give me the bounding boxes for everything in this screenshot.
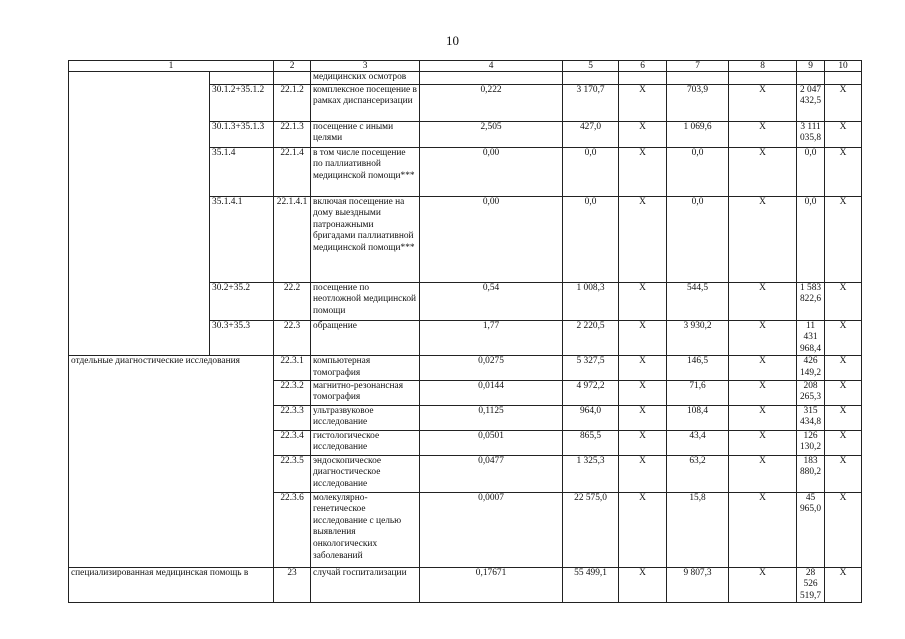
row-col10-cell: X [825, 405, 862, 430]
row-label-cell: молекулярно-генетическое исследование с целью выявления онкологических заболеваний [311, 492, 420, 567]
row-code-cell: 22.3.2 [274, 380, 311, 405]
row-col7-cell: 63,2 [667, 455, 729, 492]
row-code-cell: 22.1.4 [274, 147, 311, 196]
header-cell-1: 1 [69, 61, 274, 72]
header-cell-3: 3 [311, 61, 420, 72]
row-col5-cell: 55 499,1 [563, 567, 619, 603]
row-col8-cell: X [729, 405, 797, 430]
row-col7-cell: 43,4 [667, 430, 729, 455]
row-col7-cell: 15,8 [667, 492, 729, 567]
row-label-cell: компьютерная томография [311, 356, 420, 380]
row-ref-cell: 30.1.2+35.1.2 [210, 84, 274, 121]
row-col9-cell: 11 431 968,4 [797, 320, 825, 356]
row-col8-cell: X [729, 455, 797, 492]
row-col6-cell: X [619, 492, 667, 567]
row-col10-cell: X [825, 356, 862, 380]
row-col6-cell: X [619, 455, 667, 492]
row-col8-cell: X [729, 492, 797, 567]
row-col9-cell: 28 526 519,7 [797, 567, 825, 603]
row-col6-cell: X [619, 121, 667, 147]
row-category-cell: специализированная медицинская помощь в [69, 567, 274, 603]
row-col4-cell: 0,0007 [420, 492, 563, 567]
table-row [69, 356, 862, 380]
row-col6-cell: X [619, 380, 667, 405]
row-code-cell: 22.3.6 [274, 492, 311, 567]
row-col8-cell: X [729, 121, 797, 147]
row-col8-cell: X [729, 196, 797, 282]
row-col5-cell: 5 327,5 [563, 356, 619, 380]
row-col8-cell: X [729, 567, 797, 603]
row-col6-cell: X [619, 405, 667, 430]
header-cell-7: 7 [667, 61, 729, 72]
row-col8-cell: X [729, 147, 797, 196]
row-col10-cell: X [825, 380, 862, 405]
row-col5-cell: 0,0 [563, 147, 619, 196]
header-cell-8: 8 [729, 61, 797, 72]
row-label-cell: обращение [311, 320, 420, 356]
row-col5-cell: 964,0 [563, 405, 619, 430]
row-col5-cell: 4 972,2 [563, 380, 619, 405]
row-col4-cell: 0,1125 [420, 405, 563, 430]
table-row [69, 72, 862, 85]
row-col9-cell: 0,0 [797, 147, 825, 196]
row-col10-cell: X [825, 430, 862, 455]
row-col6-cell [619, 72, 667, 85]
row-col7-cell [667, 72, 729, 85]
row-col6-cell: X [619, 196, 667, 282]
row-col10-cell [825, 72, 862, 85]
row-col7-cell: 1 069,6 [667, 121, 729, 147]
row-col7-cell: 544,5 [667, 282, 729, 320]
row-label-cell: гистологическое исследование [311, 430, 420, 455]
row-col4-cell: 2,505 [420, 121, 563, 147]
row-col4-cell: 0,00 [420, 147, 563, 196]
row-label-cell: включая посещение на дому выездными патронажными бригадами паллиативной медицинской помощи*** [311, 196, 420, 282]
row-code-cell: 22.1.3 [274, 121, 311, 147]
row-col5-cell: 2 220,5 [563, 320, 619, 356]
row-col10-cell: X [825, 455, 862, 492]
row-col8-cell: X [729, 356, 797, 380]
row-col9-cell: 183 880,2 [797, 455, 825, 492]
row-col7-cell: 146,5 [667, 356, 729, 380]
row-col4-cell: 0,17671 [420, 567, 563, 603]
row-col7-cell: 0,0 [667, 147, 729, 196]
row-col7-cell: 703,9 [667, 84, 729, 121]
page-number: 10 [446, 33, 459, 48]
row-ref-cell: 35.1.4 [210, 147, 274, 196]
header-cell-2: 2 [274, 61, 311, 72]
row-col8-cell: X [729, 430, 797, 455]
row-col10-cell: X [825, 492, 862, 567]
row-col9-cell: 0,0 [797, 196, 825, 282]
row-ref-cell: 35.1.4.1 [210, 196, 274, 282]
row-ref-cell: 30.2+35.2 [210, 282, 274, 320]
row-label-cell: посещение с иными целями [311, 121, 420, 147]
row-col4-cell: 0,54 [420, 282, 563, 320]
row-code-cell: 22.3.5 [274, 455, 311, 492]
row-col9-cell: 1 583 822,6 [797, 282, 825, 320]
row-label-cell: случай госпитализации [311, 567, 420, 603]
row-label-cell: медицинских осмотров [311, 72, 420, 85]
row-col5-cell [563, 72, 619, 85]
row-col4-cell: 0,00 [420, 196, 563, 282]
row-code-cell: 22.1.2 [274, 84, 311, 121]
row-category-cell: отдельные диагностические исследования [69, 356, 274, 567]
row-label-cell: комплексное посещение в рамках диспансеризации [311, 84, 420, 121]
row-label-cell: посещение по неотложной медицинской помощи [311, 282, 420, 320]
row-col4-cell: 0,0144 [420, 380, 563, 405]
row-col10-cell: X [825, 147, 862, 196]
data-table [68, 60, 862, 603]
row-col10-cell: X [825, 320, 862, 356]
row-col9-cell: 208 265,3 [797, 380, 825, 405]
row-label-cell: ультразвуковое исследование [311, 405, 420, 430]
row-col4-cell: 0,222 [420, 84, 563, 121]
row-code-cell: 23 [274, 567, 311, 603]
row-col5-cell: 865,5 [563, 430, 619, 455]
row-label-cell: магнитно-резонансная томография [311, 380, 420, 405]
row-col6-cell: X [619, 430, 667, 455]
header-cell-6: 6 [619, 61, 667, 72]
row-col8-cell: X [729, 320, 797, 356]
header-row [69, 61, 862, 72]
row-col7-cell: 71,6 [667, 380, 729, 405]
row-col9-cell: 126 130,2 [797, 430, 825, 455]
row-code-cell: 22.2 [274, 282, 311, 320]
row-code-cell: 22.3 [274, 320, 311, 356]
row-col9-cell [797, 72, 825, 85]
table-row [69, 567, 862, 603]
row-col8-cell [729, 72, 797, 85]
row-col6-cell: X [619, 282, 667, 320]
row-col7-cell: 108,4 [667, 405, 729, 430]
row-col7-cell: 0,0 [667, 196, 729, 282]
row-col8-cell: X [729, 380, 797, 405]
header-cell-5: 5 [563, 61, 619, 72]
row-col9-cell: 45 965,0 [797, 492, 825, 567]
row-code-cell: 22.3.4 [274, 430, 311, 455]
row-col4-cell: 0,0501 [420, 430, 563, 455]
row-col10-cell: X [825, 196, 862, 282]
row-col5-cell: 3 170,7 [563, 84, 619, 121]
row-col10-cell: X [825, 567, 862, 603]
row-col5-cell: 427,0 [563, 121, 619, 147]
row-col7-cell: 9 807,3 [667, 567, 729, 603]
row-col9-cell: 315 434,8 [797, 405, 825, 430]
row-col6-cell: X [619, 147, 667, 196]
row-label-cell: эндоскопическое диагностическое исследование [311, 455, 420, 492]
row-col9-cell: 2 047 432,5 [797, 84, 825, 121]
row-col6-cell: X [619, 320, 667, 356]
row-col8-cell: X [729, 282, 797, 320]
header-cell-10: 10 [825, 61, 862, 72]
row-col10-cell: X [825, 84, 862, 121]
header-cell-9: 9 [797, 61, 825, 72]
row-col9-cell: 3 111 035,8 [797, 121, 825, 147]
row-group-cell [69, 72, 210, 356]
row-col5-cell: 0,0 [563, 196, 619, 282]
row-col4-cell: 1,77 [420, 320, 563, 356]
row-col4-cell: 0,0275 [420, 356, 563, 380]
row-ref-cell: 30.3+35.3 [210, 320, 274, 356]
row-label-cell: в том числе посещение по паллиативной медицинской помощи*** [311, 147, 420, 196]
row-col8-cell: X [729, 84, 797, 121]
row-col5-cell: 22 575,0 [563, 492, 619, 567]
row-ref-cell: 30.1.3+35.1.3 [210, 121, 274, 147]
row-col5-cell: 1 008,3 [563, 282, 619, 320]
row-col10-cell: X [825, 121, 862, 147]
row-code-cell: 22.3.3 [274, 405, 311, 430]
row-col6-cell: X [619, 356, 667, 380]
row-code-cell [274, 72, 311, 85]
header-cell-4: 4 [420, 61, 563, 72]
row-code-cell: 22.3.1 [274, 356, 311, 380]
row-col5-cell: 1 325,3 [563, 455, 619, 492]
row-col9-cell: 426 149,2 [797, 356, 825, 380]
row-col4-cell: 0,0477 [420, 455, 563, 492]
row-col10-cell: X [825, 282, 862, 320]
row-col7-cell: 3 930,2 [667, 320, 729, 356]
row-code-cell: 22.1.4.1 [274, 196, 311, 282]
row-col4-cell [420, 72, 563, 85]
row-col6-cell: X [619, 84, 667, 121]
row-ref-cell [210, 72, 274, 85]
row-col6-cell: X [619, 567, 667, 603]
